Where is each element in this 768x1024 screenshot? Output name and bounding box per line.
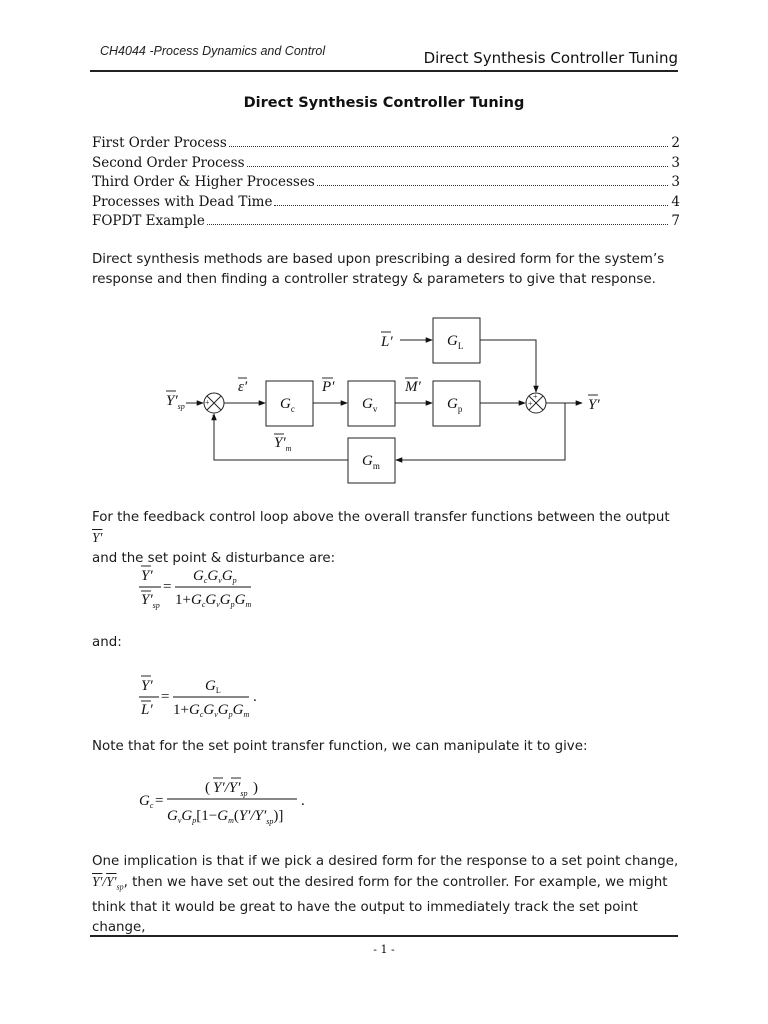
feedback-text-before: For the feedback control loop above the overall transfer functions between the output <box>92 510 670 525</box>
equation-controller <box>135 772 335 832</box>
signal-label-m: M′ <box>405 379 421 395</box>
equation-disturbance-transfer <box>135 668 295 728</box>
signal-label-ysp: $Y'_{sp}$ <box>166 393 185 411</box>
svg-text:(: ( <box>205 780 210 796</box>
junction-sign: + <box>528 399 533 408</box>
svg-text:.: . <box>253 689 257 705</box>
svg-text:GcGvGp: $G_cG_vG_p$ <box>193 568 237 585</box>
svg-text:Y′: Y′ <box>141 568 153 584</box>
feedback-text-after: and the set point & disturbance are: <box>92 551 336 566</box>
inline-math-ratio: $Y'/Y'_{sp}$ <box>92 874 124 892</box>
block-label-gp: $G_p$ <box>447 396 463 414</box>
inline-math-y: Y′ <box>92 530 103 545</box>
svg-text:GL: $G_L$ <box>205 678 221 695</box>
and-paragraph: and: <box>92 635 122 650</box>
svg-text:=: = <box>161 689 170 705</box>
toc-page: 3 <box>671 154 680 171</box>
svg-text:Y′sp: $Y'_{sp}$ <box>141 592 160 610</box>
signal-label-p: P′ <box>322 379 335 395</box>
document-title: Direct Synthesis Controller Tuning <box>243 95 525 111</box>
equation-setpoint-transfer <box>135 558 295 618</box>
svg-text:=: = <box>163 579 172 595</box>
toc-label: First Order Process <box>92 135 227 151</box>
svg-text:Y′: Y′ <box>141 678 153 694</box>
toc-page: 7 <box>671 213 680 229</box>
block-label-gm: $G_m$ <box>362 453 380 471</box>
svg-text:.: . <box>301 793 305 809</box>
signal-label-ym: $Y'_m$ <box>274 435 292 453</box>
toc-page: 4 <box>671 193 680 210</box>
svg-text:GvGp[1−Gm(Y′/Y′sp)]: $G_vG_p[1-G_m(Y'/Y'_{sp})]$ <box>167 808 284 826</box>
svg-text:1+GcGvGpGm: $1+G_cG_vG_pG_m$ <box>175 592 252 609</box>
implication-line-3: think that it would be great to have the output to immediately track the set point change, <box>92 899 638 935</box>
junction-sign: - <box>212 411 215 420</box>
svg-text:): ) <box>253 780 258 796</box>
toc-label: Third Order & Higher Processes <box>92 174 315 190</box>
header-course: CH4044 -Process Dynamics and Control <box>100 44 326 58</box>
implication-line-2: , then we have set out the desired form for the controller. For example, we might <box>123 875 668 890</box>
signal-label-epsilon: ε′ <box>238 379 248 395</box>
toc-label: Second Order Process <box>92 154 245 171</box>
implication-line-1: One implication is that if we pick a desired form for the response to a set point change, <box>92 854 679 869</box>
toc-label: Processes with Dead Time <box>92 193 273 210</box>
intro-paragraph: Direct synthesis methods are based upon prescribing a desired form for the system’s response and then finding a controller strategy & parameters to give that response. <box>92 252 665 287</box>
svg-text:=: = <box>155 793 164 809</box>
toc-page: 2 <box>671 135 680 151</box>
page-number: - 1 - <box>373 943 395 956</box>
junction-sign: + <box>205 398 210 407</box>
junction-sign: + <box>533 392 538 401</box>
block-label-gl: $G_L$ <box>447 333 464 351</box>
svg-text:Y′/Y′sp: $Y'/Y'_{sp}$ <box>213 780 248 798</box>
implication-paragraph <box>92 852 682 938</box>
toc-page: 3 <box>671 174 680 190</box>
signal-label-l: L′ <box>381 334 393 350</box>
svg-text:1+GcGvGpGm: $1+G_cG_vG_pG_m$ <box>173 702 250 719</box>
svg-text:Gc: $G_c$ <box>139 793 154 810</box>
block-label-gc: $G_c$ <box>280 396 295 414</box>
block-label-gv: $G_v$ <box>362 396 378 414</box>
toc-label: FOPDT Example <box>92 213 205 229</box>
svg-text:L′: L′ <box>141 702 153 718</box>
header-section-title: Direct Synthesis Controller Tuning <box>423 49 678 67</box>
footer-rule <box>90 935 678 937</box>
signal-label-y: Y′ <box>588 397 600 413</box>
note-paragraph: Note that for the set point transfer function, we can manipulate it to give: <box>92 739 588 754</box>
